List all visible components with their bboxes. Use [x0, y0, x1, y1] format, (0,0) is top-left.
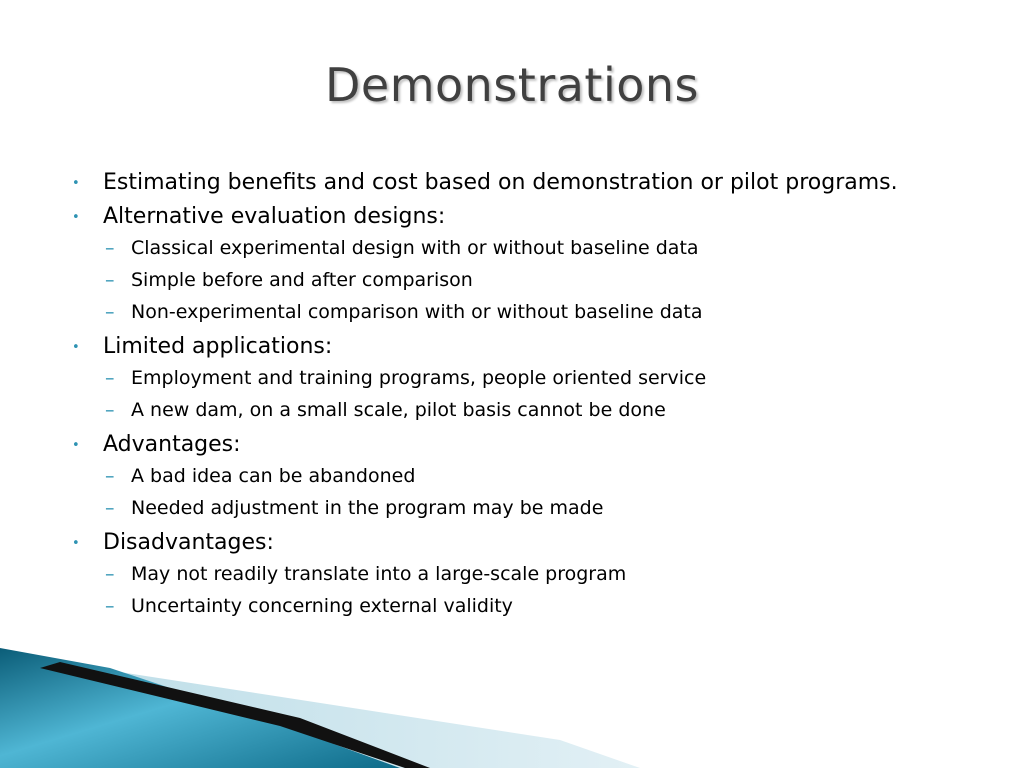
sub-bullet-text: Simple before and after comparison	[131, 269, 473, 291]
dash-icon: –	[105, 237, 115, 259]
bullet-text: Alternative evaluation designs:	[103, 204, 446, 229]
sub-bullet-text: May not readily translate into a large-scale program	[131, 563, 627, 585]
dash-icon: –	[105, 497, 115, 519]
dash-icon: –	[105, 399, 115, 421]
bullet-icon: •	[72, 340, 80, 355]
dash-icon: –	[105, 269, 115, 291]
dash-icon: –	[105, 563, 115, 585]
bullet-icon: •	[72, 176, 80, 191]
sub-bullet-text: A new dam, on a small scale, pilot basis cannot be done	[131, 399, 666, 421]
sub-bullet-text: Employment and training programs, people oriented service	[131, 367, 707, 389]
bullet-icon: •	[72, 438, 80, 453]
sub-bullet-text: A bad idea can be abandoned	[131, 465, 416, 487]
sub-bullet-text: Non-experimental comparison with or without baseline data	[131, 301, 703, 323]
sub-bullet-text: Needed adjustment in the program may be made	[131, 497, 604, 519]
sub-bullet-text: Classical experimental design with or without baseline data	[131, 237, 699, 259]
dash-icon: –	[105, 301, 115, 323]
bullet-text: Disadvantages:	[103, 530, 274, 555]
slide-title: Demonstrations	[324, 58, 699, 112]
bullet-icon: •	[72, 536, 80, 551]
dash-icon: –	[105, 595, 115, 617]
bullet-text: Advantages:	[103, 432, 241, 457]
sub-bullet-text: Uncertainty concerning external validity	[131, 595, 513, 617]
bullet-text: Limited applications:	[103, 334, 333, 359]
dash-icon: –	[105, 465, 115, 487]
bullet-icon: •	[72, 210, 80, 225]
dash-icon: –	[105, 367, 115, 389]
bullet-text: Estimating benefits and cost based on demonstration or pilot programs.	[103, 170, 898, 195]
